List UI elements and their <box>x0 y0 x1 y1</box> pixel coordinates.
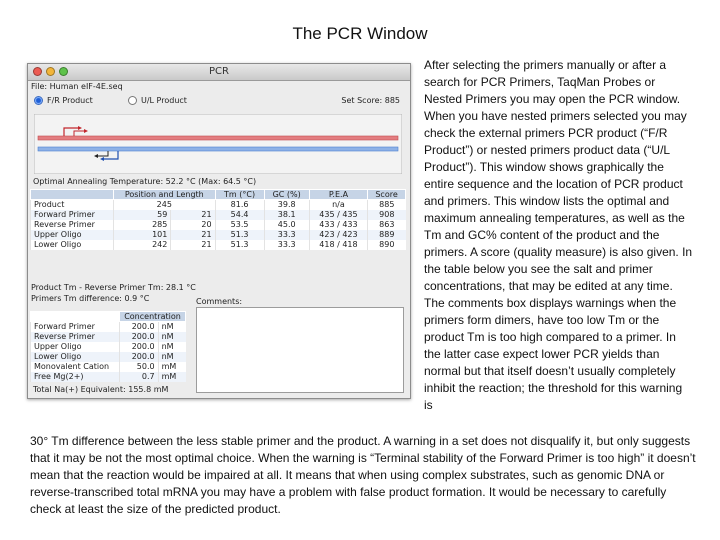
table-header <box>31 190 114 200</box>
total-na-equivalent: Total Na(+) Equivalent: 155.8 mM <box>33 385 169 394</box>
pcr-window <box>27 63 411 399</box>
forward-strand <box>38 136 398 140</box>
table-header: GC (%) <box>264 190 309 200</box>
description-bottom: 30° Tm difference between the less stable primer and the product. A warning in a set does not disqualify it, but only suggests that it may be not the most optimal choice. When the warning is “Terminal stability of the Forward Primer is too high” it doesn’t mean that the reaction would be impaired at all. It means that when using complex substrates, such as genomic DNA or reverse-transcribed total mRNA you may have a problem with false product formation. It would be necessary to carefully check at least the size of the predicted product. <box>30 434 696 516</box>
table-row[interactable]: Upper Oligo 101 21 51.3 33.3 423 / 423 889 <box>31 230 406 240</box>
table-row[interactable]: Upper Oligo 200.0 nM <box>31 342 186 352</box>
table-row[interactable]: Forward Primer 200.0 nM <box>31 322 186 333</box>
radio-fr-product[interactable] <box>34 96 43 105</box>
table-header: Tm (°C) <box>215 190 264 200</box>
file-label: File: Human eIF-4E.seq <box>31 82 123 91</box>
table-row[interactable]: Lower Oligo 242 21 51.3 33.3 418 / 418 890 <box>31 240 406 250</box>
table-header: P.E.A <box>309 190 367 200</box>
set-score: Set Score: 885 <box>341 96 400 105</box>
comments-box[interactable] <box>196 307 404 393</box>
window-title: PCR <box>209 66 229 77</box>
table-header: Score <box>368 190 406 200</box>
table-header <box>31 312 120 322</box>
table-row[interactable]: Monovalent Cation 50.0 mM <box>31 362 186 372</box>
description-right: After selecting the primers manually or after a search for PCR Primers, TaqMan Probes or Nested Primers you may open the PCR window. When you have nested primers selected you may check the external primers PCR product (“F/R Product”) or nested primers product data (“U/L Product”). This window shows graphically the entire sequence and the location of PCR product and primers. This window lists the optimal and maximum annealing temperatures, as well as the Tm and GC% content of the product and the primers. A score (quality measure) is also given. In the table below you see the salt and primer concentrations, that may be edited at any time. The comments box displays warnings when the primers form dimers, have too low Tm or the product Tm is too high compared to a primer. In the latter case expect lower PCR yields than normal but that itself doesn’t usually completely inhibit the reaction; the threshold for this warning is <box>424 58 693 412</box>
comments-label: Comments: <box>196 297 243 306</box>
radio-fr-product-label[interactable]: F/R Product <box>47 96 93 105</box>
radio-ul-product[interactable] <box>128 96 137 105</box>
table-header: Concentration <box>120 312 186 322</box>
concentration-table <box>30 311 186 382</box>
primer-table <box>30 189 406 250</box>
table-row[interactable]: Reverse Primer 285 20 53.5 45.0 433 / 433 863 <box>31 220 406 230</box>
radio-ul-product-label[interactable]: U/L Product <box>141 96 187 105</box>
product-radio-group <box>34 95 406 107</box>
table-header: Position and Length <box>114 190 216 200</box>
reverse-strand <box>38 147 398 151</box>
window-titlebar[interactable] <box>28 64 410 81</box>
table-row[interactable]: Product 245 81.6 39.8 n/a 885 <box>31 200 406 211</box>
primers-tm-difference: Primers Tm difference: 0.9 °C <box>31 294 150 303</box>
table-row[interactable]: Lower Oligo 200.0 nM <box>31 352 186 362</box>
slide-title: The PCR Window <box>292 24 428 43</box>
table-row[interactable]: Reverse Primer 200.0 nM <box>31 332 186 342</box>
optimal-annealing: Optimal Annealing Temperature: 52.2 °C (Max: 64.5 °C) <box>33 177 257 186</box>
product-tm-difference: Product Tm - Reverse Primer Tm: 28.1 °C <box>31 283 196 292</box>
sequence-map <box>34 114 402 174</box>
table-row[interactable]: Free Mg(2+) 0.7 mM <box>31 372 186 382</box>
table-row[interactable]: Forward Primer 59 21 54.4 38.1 435 / 435 908 <box>31 210 406 220</box>
